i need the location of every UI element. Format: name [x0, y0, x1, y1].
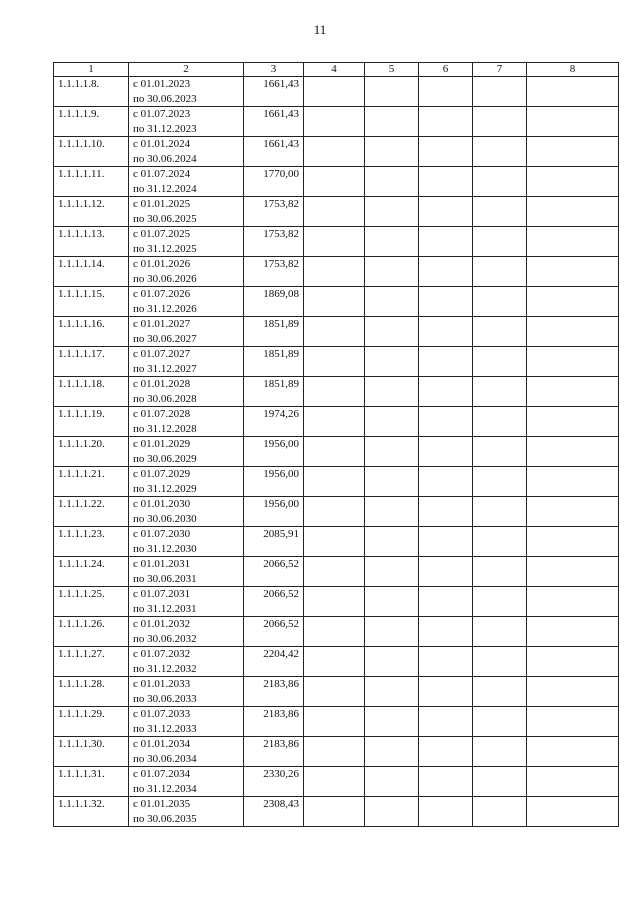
item-number: 1.1.1.1.12.: [54, 197, 129, 227]
period-from: с 01.01.2028: [133, 378, 191, 390]
empty-cell: [473, 137, 527, 167]
tariff-value: 2066,52: [244, 587, 304, 617]
empty-cell: [419, 707, 473, 737]
tariff-value: 2066,52: [244, 557, 304, 587]
period-to: по 31.12.2033: [133, 722, 197, 735]
tariff-value: 1851,89: [244, 317, 304, 347]
period-cell: [129, 107, 244, 137]
tariff-value: 1851,89: [244, 377, 304, 407]
empty-cell: [473, 617, 527, 647]
item-number: 1.1.1.1.32.: [54, 797, 129, 827]
item-number: 1.1.1.1.23.: [54, 527, 129, 557]
empty-cell: [304, 227, 365, 257]
period-from: с 01.01.2023: [133, 78, 191, 90]
empty-cell: [304, 317, 365, 347]
tariff-value: 1851,89: [244, 347, 304, 377]
empty-cell: [365, 647, 419, 677]
empty-cell: [304, 647, 365, 677]
item-number: 1.1.1.1.13.: [54, 227, 129, 257]
period-from: с 01.01.2032: [133, 618, 191, 630]
period-from: с 01.01.2030: [133, 498, 191, 510]
period-to: по 30.06.2029: [133, 452, 197, 465]
empty-cell: [304, 707, 365, 737]
table-row: [54, 437, 619, 467]
empty-cell: [527, 587, 619, 617]
empty-cell: [527, 167, 619, 197]
empty-cell: [419, 77, 473, 107]
column-header: 2: [129, 63, 244, 77]
table-row: [54, 647, 619, 677]
period-cell: [129, 167, 244, 197]
empty-cell: [473, 677, 527, 707]
tariff-value: 1753,82: [244, 257, 304, 287]
empty-cell: [419, 257, 473, 287]
period-from: с 01.07.2023: [133, 108, 191, 120]
empty-cell: [527, 767, 619, 797]
period-to: по 31.12.2030: [133, 542, 197, 555]
period-cell: [129, 437, 244, 467]
empty-cell: [527, 347, 619, 377]
empty-cell: [419, 227, 473, 257]
empty-cell: [365, 77, 419, 107]
column-header: 8: [527, 63, 619, 77]
page-number: 11: [313, 22, 327, 37]
empty-cell: [473, 797, 527, 827]
empty-cell: [365, 587, 419, 617]
tariff-value: 1956,00: [244, 497, 304, 527]
empty-cell: [473, 257, 527, 287]
empty-cell: [473, 527, 527, 557]
empty-cell: [473, 227, 527, 257]
empty-cell: [365, 347, 419, 377]
period-to: по 30.06.2023: [133, 92, 197, 105]
empty-cell: [527, 527, 619, 557]
empty-cell: [365, 437, 419, 467]
empty-cell: [365, 287, 419, 317]
empty-cell: [419, 287, 473, 317]
period-from: с 01.01.2034: [133, 738, 191, 750]
table-row: [54, 197, 619, 227]
table-row: [54, 587, 619, 617]
empty-cell: [304, 137, 365, 167]
empty-cell: [365, 167, 419, 197]
period-to: по 30.06.2034: [133, 752, 197, 765]
period-cell: [129, 197, 244, 227]
item-number: 1.1.1.1.21.: [54, 467, 129, 497]
period-cell: [129, 647, 244, 677]
empty-cell: [304, 77, 365, 107]
empty-cell: [304, 407, 365, 437]
period-from: с 01.01.2026: [133, 258, 191, 270]
tariff-value: 1974,26: [244, 407, 304, 437]
period-cell: [129, 317, 244, 347]
empty-cell: [365, 137, 419, 167]
empty-cell: [304, 497, 365, 527]
empty-cell: [473, 407, 527, 437]
item-number: 1.1.1.1.25.: [54, 587, 129, 617]
item-number: 1.1.1.1.8.: [54, 77, 129, 107]
empty-cell: [365, 227, 419, 257]
table-row: [54, 737, 619, 767]
period-from: с 01.01.2031: [133, 558, 191, 570]
tariff-value: 1869,08: [244, 287, 304, 317]
table-row: [54, 107, 619, 137]
period-cell: [129, 497, 244, 527]
tariff-value: 1661,43: [244, 137, 304, 167]
table-row: [54, 557, 619, 587]
item-number: 1.1.1.1.28.: [54, 677, 129, 707]
empty-cell: [419, 797, 473, 827]
table-row: [54, 167, 619, 197]
column-header: 5: [365, 63, 419, 77]
empty-cell: [473, 347, 527, 377]
empty-cell: [365, 707, 419, 737]
empty-cell: [473, 377, 527, 407]
period-from: с 01.01.2025: [133, 198, 191, 210]
table-row: [54, 377, 619, 407]
tariff-value: 1956,00: [244, 467, 304, 497]
period-from: с 01.07.2026: [133, 288, 191, 300]
column-header: 6: [419, 63, 473, 77]
period-cell: [129, 467, 244, 497]
item-number: 1.1.1.1.11.: [54, 167, 129, 197]
item-number: 1.1.1.1.24.: [54, 557, 129, 587]
empty-cell: [304, 377, 365, 407]
item-number: 1.1.1.1.20.: [54, 437, 129, 467]
empty-cell: [473, 77, 527, 107]
empty-cell: [527, 707, 619, 737]
item-number: 1.1.1.1.18.: [54, 377, 129, 407]
table-row: [54, 527, 619, 557]
item-number: 1.1.1.1.29.: [54, 707, 129, 737]
table-row: [54, 317, 619, 347]
tariff-value: 2204,42: [244, 647, 304, 677]
empty-cell: [419, 317, 473, 347]
empty-cell: [419, 137, 473, 167]
period-cell: [129, 557, 244, 587]
empty-cell: [304, 437, 365, 467]
item-number: 1.1.1.1.15.: [54, 287, 129, 317]
period-to: по 31.12.2025: [133, 242, 197, 255]
tariff-value: 1753,82: [244, 227, 304, 257]
empty-cell: [365, 497, 419, 527]
empty-cell: [527, 407, 619, 437]
period-to: по 30.06.2030: [133, 512, 197, 525]
table-row: [54, 407, 619, 437]
period-from: с 01.07.2033: [133, 708, 191, 720]
period-cell: [129, 347, 244, 377]
column-header: 1: [54, 63, 129, 77]
empty-cell: [473, 287, 527, 317]
empty-cell: [527, 617, 619, 647]
empty-cell: [527, 737, 619, 767]
empty-cell: [419, 437, 473, 467]
empty-cell: [304, 557, 365, 587]
period-to: по 30.06.2033: [133, 692, 197, 705]
item-number: 1.1.1.1.30.: [54, 737, 129, 767]
header-row: [54, 63, 619, 77]
empty-cell: [527, 257, 619, 287]
period-cell: [129, 617, 244, 647]
empty-cell: [419, 647, 473, 677]
empty-cell: [473, 767, 527, 797]
period-to: по 31.12.2024: [133, 182, 197, 195]
period-cell: [129, 227, 244, 257]
empty-cell: [365, 377, 419, 407]
empty-cell: [304, 737, 365, 767]
empty-cell: [473, 587, 527, 617]
table-row: [54, 347, 619, 377]
empty-cell: [419, 467, 473, 497]
period-from: с 01.07.2028: [133, 408, 191, 420]
empty-cell: [304, 287, 365, 317]
period-to: по 31.12.2034: [133, 782, 197, 795]
empty-cell: [365, 737, 419, 767]
period-from: с 01.07.2034: [133, 768, 191, 780]
period-to: по 31.12.2027: [133, 362, 197, 375]
empty-cell: [419, 737, 473, 767]
table-row: [54, 227, 619, 257]
column-header: 3: [244, 63, 304, 77]
empty-cell: [419, 377, 473, 407]
tariff-value: 1661,43: [244, 77, 304, 107]
empty-cell: [304, 257, 365, 287]
empty-cell: [419, 497, 473, 527]
table-row: [54, 797, 619, 827]
empty-cell: [419, 167, 473, 197]
empty-cell: [419, 587, 473, 617]
empty-cell: [365, 617, 419, 647]
empty-cell: [527, 797, 619, 827]
empty-cell: [365, 767, 419, 797]
period-to: по 31.12.2029: [133, 482, 197, 495]
empty-cell: [527, 437, 619, 467]
period-cell: [129, 587, 244, 617]
empty-cell: [365, 197, 419, 227]
empty-cell: [527, 197, 619, 227]
tariff-value: 1661,43: [244, 107, 304, 137]
item-number: 1.1.1.1.14.: [54, 257, 129, 287]
empty-cell: [419, 107, 473, 137]
empty-cell: [365, 557, 419, 587]
period-cell: [129, 707, 244, 737]
empty-cell: [304, 587, 365, 617]
period-cell: [129, 737, 244, 767]
period-to: по 30.06.2025: [133, 212, 197, 225]
empty-cell: [419, 767, 473, 797]
period-cell: [129, 377, 244, 407]
period-cell: [129, 767, 244, 797]
period-to: по 30.06.2031: [133, 572, 197, 585]
table-body: [54, 77, 619, 827]
empty-cell: [365, 527, 419, 557]
item-number: 1.1.1.1.9.: [54, 107, 129, 137]
table-row: [54, 707, 619, 737]
table-row: [54, 617, 619, 647]
period-from: с 01.07.2031: [133, 588, 191, 600]
period-to: по 30.06.2028: [133, 392, 197, 405]
empty-cell: [304, 167, 365, 197]
period-from: с 01.07.2030: [133, 528, 191, 540]
empty-cell: [304, 467, 365, 497]
tariff-value: 1956,00: [244, 437, 304, 467]
empty-cell: [473, 737, 527, 767]
empty-cell: [304, 797, 365, 827]
empty-cell: [473, 557, 527, 587]
column-header: 4: [304, 63, 365, 77]
empty-cell: [527, 377, 619, 407]
period-to: по 30.06.2035: [133, 812, 197, 825]
empty-cell: [527, 107, 619, 137]
item-number: 1.1.1.1.22.: [54, 497, 129, 527]
tariff-value: 2183,86: [244, 707, 304, 737]
period-cell: [129, 137, 244, 167]
empty-cell: [473, 647, 527, 677]
period-to: по 30.06.2027: [133, 332, 197, 345]
empty-cell: [527, 77, 619, 107]
period-to: по 31.12.2023: [133, 122, 197, 135]
period-to: по 31.12.2028: [133, 422, 197, 435]
table-row: [54, 287, 619, 317]
tariff-value: 1753,82: [244, 197, 304, 227]
empty-cell: [304, 107, 365, 137]
empty-cell: [473, 707, 527, 737]
empty-cell: [527, 497, 619, 527]
empty-cell: [527, 317, 619, 347]
item-number: 1.1.1.1.10.: [54, 137, 129, 167]
item-number: 1.1.1.1.17.: [54, 347, 129, 377]
empty-cell: [419, 407, 473, 437]
period-cell: [129, 77, 244, 107]
empty-cell: [473, 107, 527, 137]
empty-cell: [419, 347, 473, 377]
tariff-value: 2066,52: [244, 617, 304, 647]
empty-cell: [473, 467, 527, 497]
period-from: с 01.07.2027: [133, 348, 191, 360]
empty-cell: [473, 317, 527, 347]
period-to: по 31.12.2026: [133, 302, 197, 315]
item-number: 1.1.1.1.16.: [54, 317, 129, 347]
column-header: 7: [473, 63, 527, 77]
period-cell: [129, 257, 244, 287]
period-from: с 01.01.2033: [133, 678, 191, 690]
item-number: 1.1.1.1.19.: [54, 407, 129, 437]
empty-cell: [473, 437, 527, 467]
table-row: [54, 467, 619, 497]
empty-cell: [419, 197, 473, 227]
item-number: 1.1.1.1.27.: [54, 647, 129, 677]
empty-cell: [527, 287, 619, 317]
empty-cell: [473, 497, 527, 527]
empty-cell: [304, 677, 365, 707]
empty-cell: [365, 797, 419, 827]
tariff-value: 2183,86: [244, 737, 304, 767]
empty-cell: [527, 677, 619, 707]
empty-cell: [365, 317, 419, 347]
empty-cell: [527, 557, 619, 587]
table-row: [54, 767, 619, 797]
period-cell: [129, 287, 244, 317]
tariff-value: 2330,26: [244, 767, 304, 797]
period-cell: [129, 527, 244, 557]
table-row: [54, 497, 619, 527]
period-to: по 30.06.2032: [133, 632, 197, 645]
table-row: [54, 137, 619, 167]
empty-cell: [419, 557, 473, 587]
empty-cell: [304, 767, 365, 797]
table-header: [54, 63, 619, 77]
table-row: [54, 677, 619, 707]
tariff-value: 1770,00: [244, 167, 304, 197]
empty-cell: [473, 197, 527, 227]
item-number: 1.1.1.1.26.: [54, 617, 129, 647]
empty-cell: [365, 677, 419, 707]
tariff-table: [53, 62, 619, 827]
empty-cell: [304, 197, 365, 227]
empty-cell: [365, 107, 419, 137]
period-from: с 01.01.2035: [133, 798, 191, 810]
empty-cell: [527, 647, 619, 677]
item-number: 1.1.1.1.31.: [54, 767, 129, 797]
empty-cell: [304, 527, 365, 557]
period-from: с 01.07.2029: [133, 468, 191, 480]
empty-cell: [365, 257, 419, 287]
empty-cell: [419, 527, 473, 557]
table-row: [54, 257, 619, 287]
empty-cell: [527, 137, 619, 167]
tariff-value: 2308,43: [244, 797, 304, 827]
empty-cell: [419, 677, 473, 707]
empty-cell: [365, 407, 419, 437]
empty-cell: [527, 227, 619, 257]
period-to: по 31.12.2032: [133, 662, 197, 675]
empty-cell: [365, 467, 419, 497]
tariff-value: 2183,86: [244, 677, 304, 707]
period-cell: [129, 797, 244, 827]
empty-cell: [527, 467, 619, 497]
tariff-value: 2085,91: [244, 527, 304, 557]
empty-cell: [419, 617, 473, 647]
period-from: с 01.07.2032: [133, 648, 191, 660]
period-to: по 30.06.2024: [133, 152, 197, 165]
period-cell: [129, 407, 244, 437]
period-from: с 01.01.2024: [133, 138, 191, 150]
period-from: с 01.07.2025: [133, 228, 191, 240]
period-to: по 31.12.2031: [133, 602, 197, 615]
period-to: по 30.06.2026: [133, 272, 197, 285]
empty-cell: [473, 167, 527, 197]
period-from: с 01.01.2029: [133, 438, 191, 450]
period-from: с 01.01.2027: [133, 318, 191, 330]
period-cell: [129, 677, 244, 707]
period-from: с 01.07.2024: [133, 168, 191, 180]
empty-cell: [304, 347, 365, 377]
empty-cell: [304, 617, 365, 647]
table-row: [54, 77, 619, 107]
